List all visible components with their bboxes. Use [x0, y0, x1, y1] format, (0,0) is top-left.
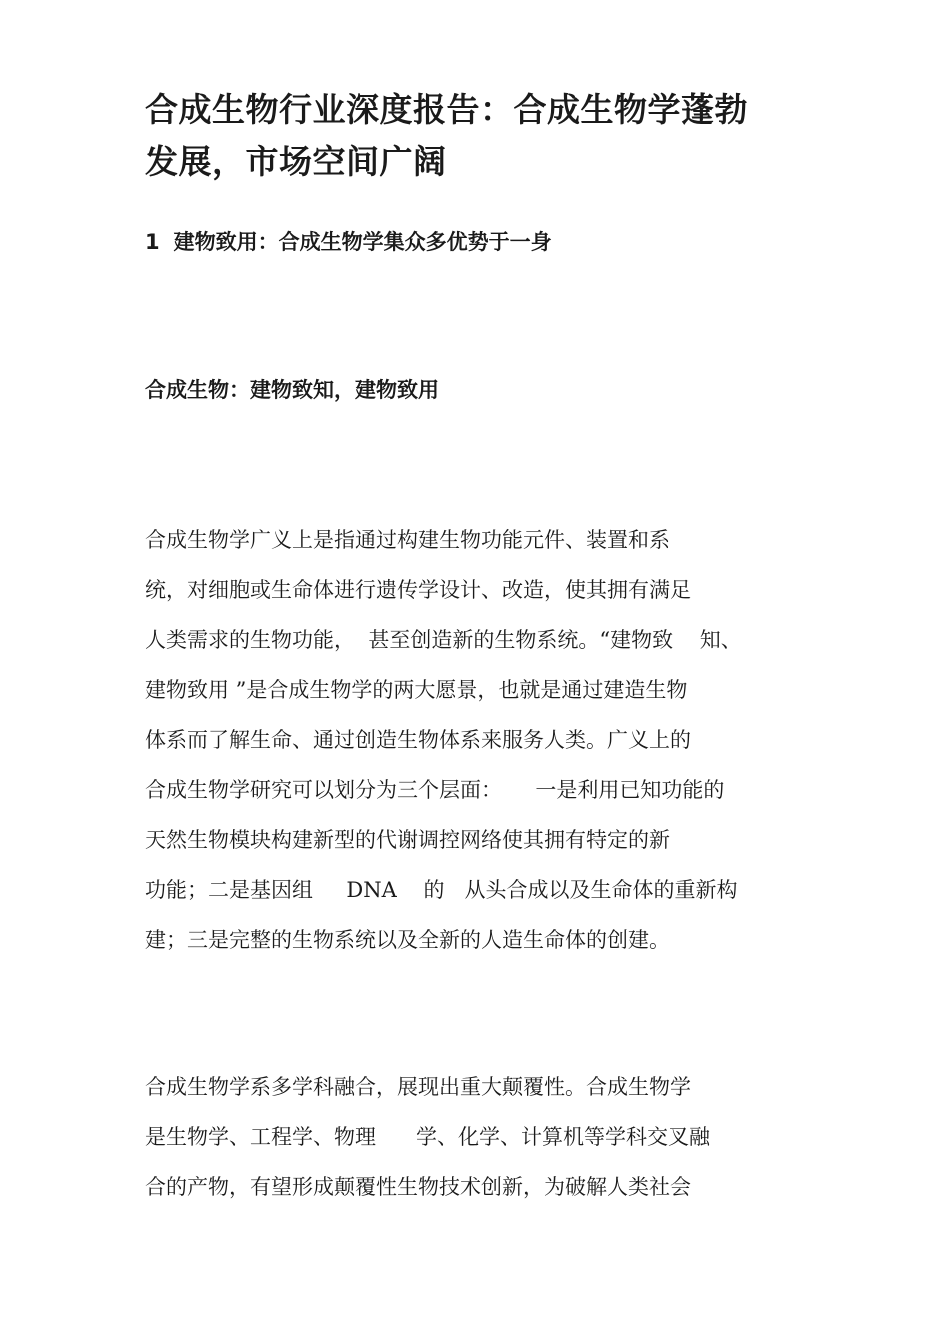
text-line: 合的产物，有望形成颠覆性生物技术创新，为破解人类社会 [145, 1175, 691, 1199]
text-line: 人类需求的生物功能， 甚至创造新的生物系统。“建物致 知、 [145, 628, 742, 652]
section-heading-text: 建物致用：合成生物学集众多优势于一身 [173, 230, 552, 254]
text-line: 天然生物模块构建新型的代谢调控网络使其拥有特定的新 [145, 828, 670, 852]
text-line: 合成生物学研究可以划分为三个层面： 一是利用已知功能的 [145, 778, 725, 802]
text-line: 建；三是完整的生物系统以及全新的人造生命体的创建。 [145, 928, 670, 952]
text-line: 合成生物学系多学科融合，展现出重大颠覆性。合成生物学 [145, 1075, 691, 1099]
text-line: 统，对细胞或生命体进行遗传学设计、改造，使其拥有满足 [145, 578, 691, 602]
title-line: 发展，市场空间广阔 [145, 142, 447, 181]
paragraph-disciplines [145, 1062, 845, 1212]
section-heading [145, 225, 552, 259]
title-line: 合成生物行业深度报告：合成生物学蓬勃 [145, 90, 748, 129]
text-line: 功能；二是基因组 DNA 的 从头合成以及生命体的重新构 [145, 878, 738, 902]
text-line: 是生物学、工程学、物理 学、化学、计算机等学科交叉融 [145, 1125, 711, 1149]
paragraph-definition [145, 515, 845, 965]
document-title [145, 84, 825, 188]
text-line: 建物致用 ”是合成生物学的两大愿景，也就是通过建造生物 [145, 678, 688, 702]
text-line: 合成生物学广义上是指通过构建生物功能元件、装置和系 [145, 528, 670, 552]
text-line: 体系而了解生命、通过创造生物体系来服务人类。广义上的 [145, 728, 691, 752]
section-number: 1 [145, 230, 160, 254]
sub-heading: 合成生物：建物致知，建物致用 [145, 378, 439, 402]
